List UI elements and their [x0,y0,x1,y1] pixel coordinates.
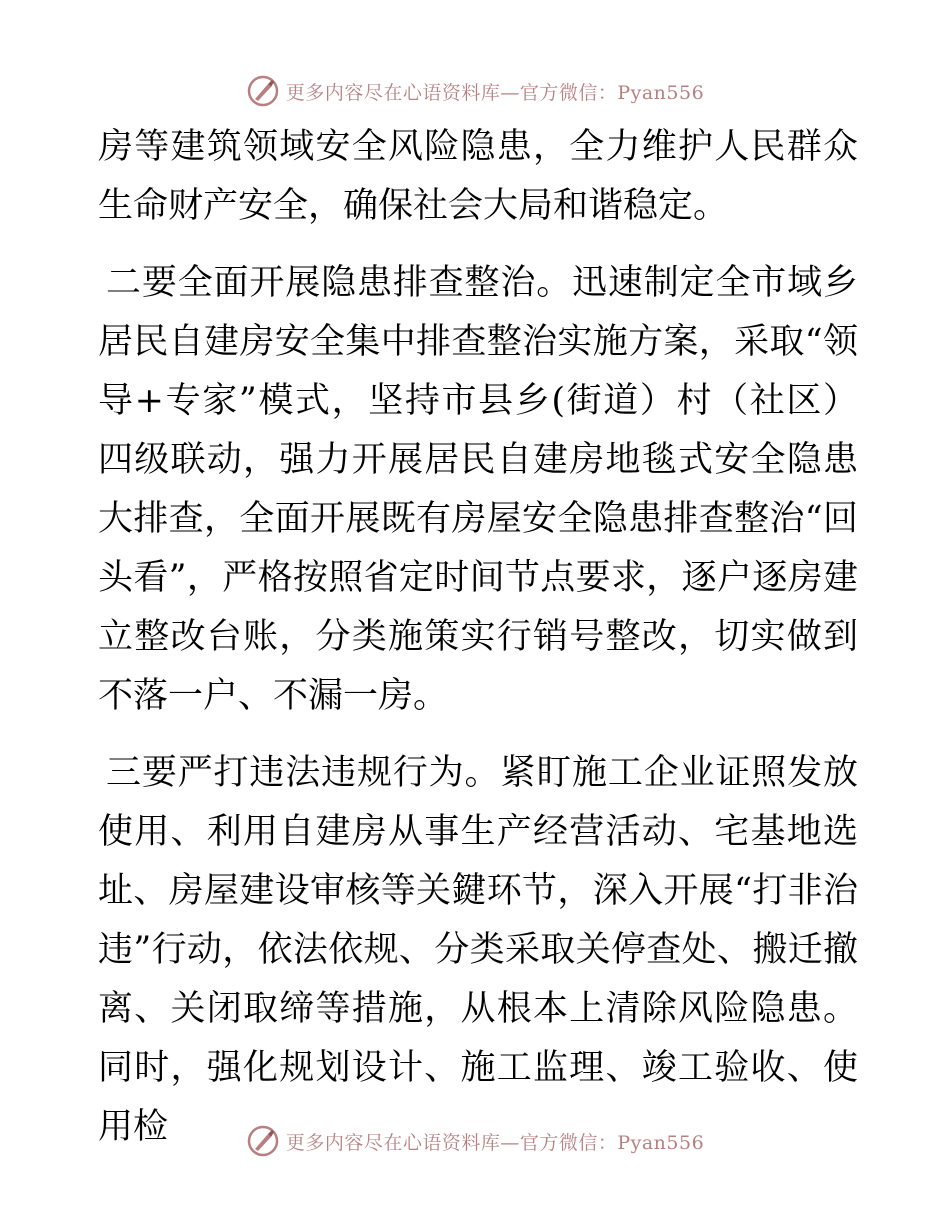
pen-quill-logo-icon [246,1124,280,1158]
footer-banner [0,1122,950,1160]
pen-quill-logo-icon [246,74,280,108]
header-banner-text: 更多内容尽在心语资料库—官方微信：Pyan556 [285,81,705,104]
document-body [98,118,858,1157]
paragraph-2: 二要全面开展隐患排查整治。迅速制定全市域乡居民自建房安全集中排查整治实施方案，采取“领导+专家”模式，坚持市县乡(街道）村（社区）四级联动，强力开展居民自建房地毯式安全隐患大排查，全面开展既有房屋安全隐患排查整治“回头看”，严格按照省定时间节点要求，逐户逐房建立整改台账，分类施策实行销号整改，切实做到不落一户、不漏一房。 [98,263,858,716]
footer-banner-text: 更多内容尽在心语资料库—官方微信：Pyan556 [285,1131,705,1154]
header-banner [0,72,950,110]
paragraph-1: 房等建筑领域安全风险隐患，全力维护人民群众生命财产安全，确保社会大局和谐稳定。 [98,127,858,226]
paragraph-3: 三要严打违法违规行为。紧盯施工企业证照发放使用、利用自建房从事生产经营活动、宅基地选址、房屋建设审核等关鍵环节，深入开展“打非治违”行动，依法依规、分类采取关停查处、搬迁撤离、关闭取缔等措施，从根本上清除风险隐患。同时，强化规划设计、施工监理、竣工验收、使用检 [98,753,858,1147]
